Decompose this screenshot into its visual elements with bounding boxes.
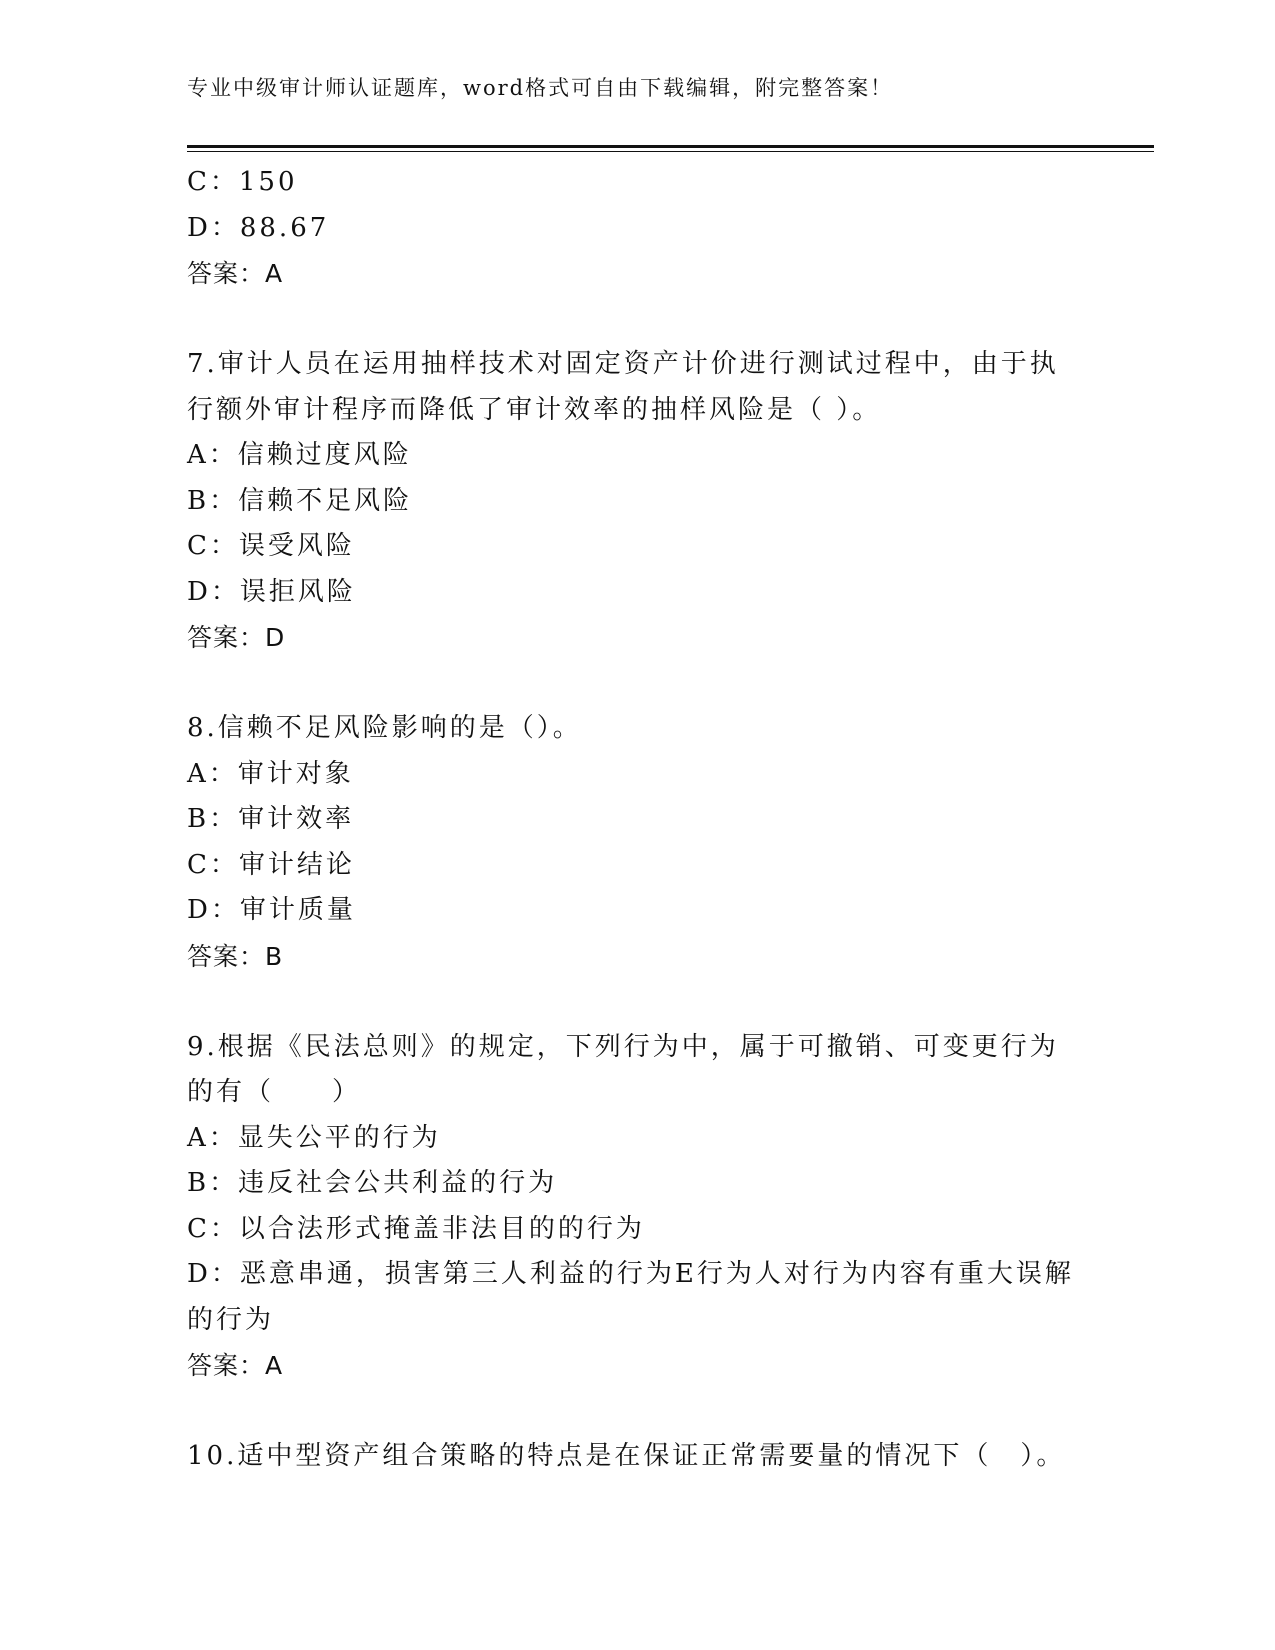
answer-line: 答案：D — [187, 623, 286, 652]
option-a: A：审计对象 — [187, 758, 354, 789]
option-b: B：信赖不足风险 — [187, 485, 413, 516]
option-d: D：误拒风险 — [187, 576, 356, 607]
question-7 — [187, 342, 1087, 661]
question-8 — [187, 706, 1087, 979]
question-stem: 9.根据《民法总则》的规定，下列行为中，属于可撤销、可变更行为 — [187, 1031, 1059, 1062]
question-stem: 行额外审计程序而降低了审计效率的抽样风险是（ ）。 — [187, 394, 882, 425]
header-rule-thick — [187, 145, 1154, 148]
question-stem: 10.适中型资产组合策略的特点是在保证正常需要量的情况下（ ）。 — [187, 1441, 1066, 1471]
option-d-continued: 的行为 — [187, 1304, 275, 1335]
spacer — [187, 979, 1087, 1025]
option-d: D：88.67 — [187, 212, 330, 243]
answer-line: 答案：A — [187, 259, 284, 288]
question-stem: 的有（ ） — [187, 1077, 362, 1107]
page-header: 专业中级审计师认证题库，word格式可自由下载编辑，附完整答案！ — [187, 76, 894, 100]
option-b: B：审计效率 — [187, 804, 355, 834]
option-a: A：显失公平的行为 — [187, 1122, 441, 1153]
spacer — [187, 1389, 1087, 1435]
answer-line: 答案：A — [187, 1351, 284, 1380]
option-d: D：审计质量 — [187, 895, 356, 925]
answer-line: 答案：B — [187, 941, 284, 971]
question-stem: 7.审计人员在运用抽样技术对固定资产计价进行测试过程中，由于执 — [187, 349, 1059, 379]
option-c: C：150 — [187, 167, 298, 197]
spacer — [187, 297, 1087, 343]
option-c: C：以合法形式掩盖非法目的的行为 — [187, 1213, 645, 1244]
option-a: A：信赖过度风险 — [187, 440, 412, 470]
option-c: C：审计结论 — [187, 849, 355, 880]
option-c: C：误受风险 — [187, 531, 355, 561]
question-stem: 8.信赖不足风险影响的是（）。 — [187, 713, 582, 743]
question-9 — [187, 1025, 1087, 1389]
prev-question-fragment — [187, 160, 1087, 297]
spacer — [187, 661, 1087, 707]
option-b: B：违反社会公共利益的行为 — [187, 1168, 558, 1198]
question-10 — [187, 1434, 1087, 1480]
option-d: D：恶意串通，损害第三人利益的行为E行为人对行为内容有重大误解 — [187, 1259, 1074, 1289]
question-content — [187, 160, 1087, 1480]
header-rule-thin — [187, 151, 1154, 152]
